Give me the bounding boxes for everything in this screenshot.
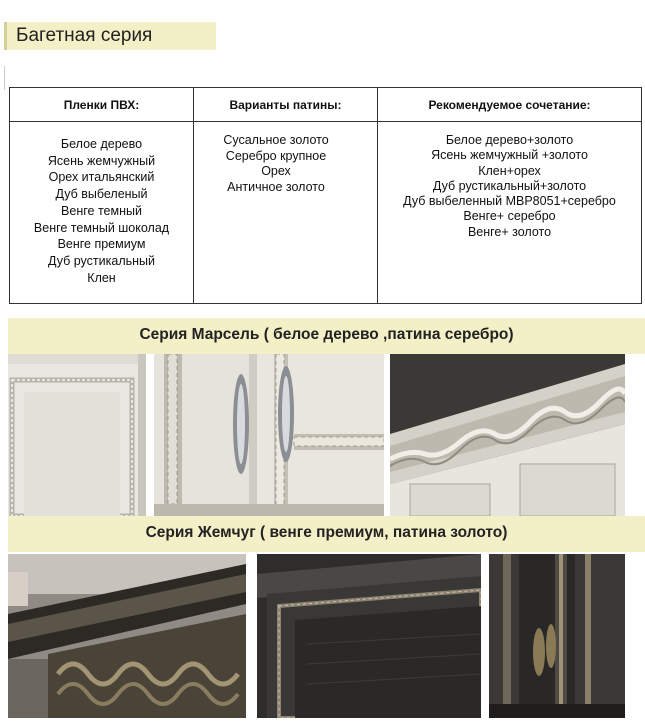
series-pearl-band	[8, 516, 645, 552]
list-item: Дуб рустикальный+золото	[432, 178, 587, 193]
photo-dark-door-panel	[257, 554, 481, 718]
list-item: Ясень жемчужный +золото	[431, 148, 588, 163]
list-item: Венге темный	[61, 203, 142, 218]
list-item: Дуб рустикальный	[47, 253, 155, 268]
patina-options-cell	[194, 122, 378, 304]
table-header-row	[10, 88, 642, 122]
header-pvc-films: Пленки ПВХ:	[10, 88, 194, 122]
photo-dark-carved-cornice	[8, 554, 246, 718]
header-patina-options: Варианты патины:	[194, 88, 378, 122]
header-band	[4, 22, 216, 50]
header-recommended: Рекомендуемое сочетание:	[378, 88, 642, 122]
list-item: Венге+ серебро	[463, 209, 556, 224]
photo-dark-door-handles	[489, 554, 625, 718]
series-pearl-title: Серия Жемчуг ( венге премиум, патина золото)	[145, 524, 508, 541]
list-item: Белое дерево	[60, 137, 143, 151]
list-item: Серебро крупное	[225, 148, 327, 163]
list-item: Дуб выбеленый	[55, 187, 148, 202]
recommended-cell	[378, 122, 642, 304]
photo-white-door-corner	[8, 354, 146, 516]
list-item: Венге темный шоколад	[33, 220, 170, 235]
divider	[4, 66, 5, 90]
photo-white-door-handles	[154, 354, 384, 516]
series-marseille-band	[8, 318, 645, 354]
pvc-films-cell	[10, 122, 194, 304]
table-row	[10, 122, 642, 304]
header-accent	[4, 22, 7, 50]
list-item: Орех итальянский	[48, 170, 155, 185]
photo-white-carved-frieze	[390, 354, 625, 516]
list-item: Орех	[261, 164, 291, 179]
list-item: Венге премиум	[57, 237, 146, 252]
page-title: Багетная серия	[16, 25, 153, 46]
list-item: Клен+орех	[478, 163, 541, 178]
list-item: Ясень жемчужный	[47, 153, 156, 168]
list-item: Белое дерево+золото	[445, 133, 574, 147]
list-item: Античное золото	[227, 179, 325, 194]
series-marseille-title: Серия Марсель ( белое дерево ,патина серебро)	[139, 326, 514, 343]
list-item: Венге+ золото	[467, 224, 552, 239]
list-item: Клен	[87, 270, 116, 285]
specs-table	[9, 87, 642, 304]
list-item: Сусальное золото	[223, 133, 329, 147]
list-item: Дуб выбеленный МВР8051+серебро	[403, 194, 616, 209]
